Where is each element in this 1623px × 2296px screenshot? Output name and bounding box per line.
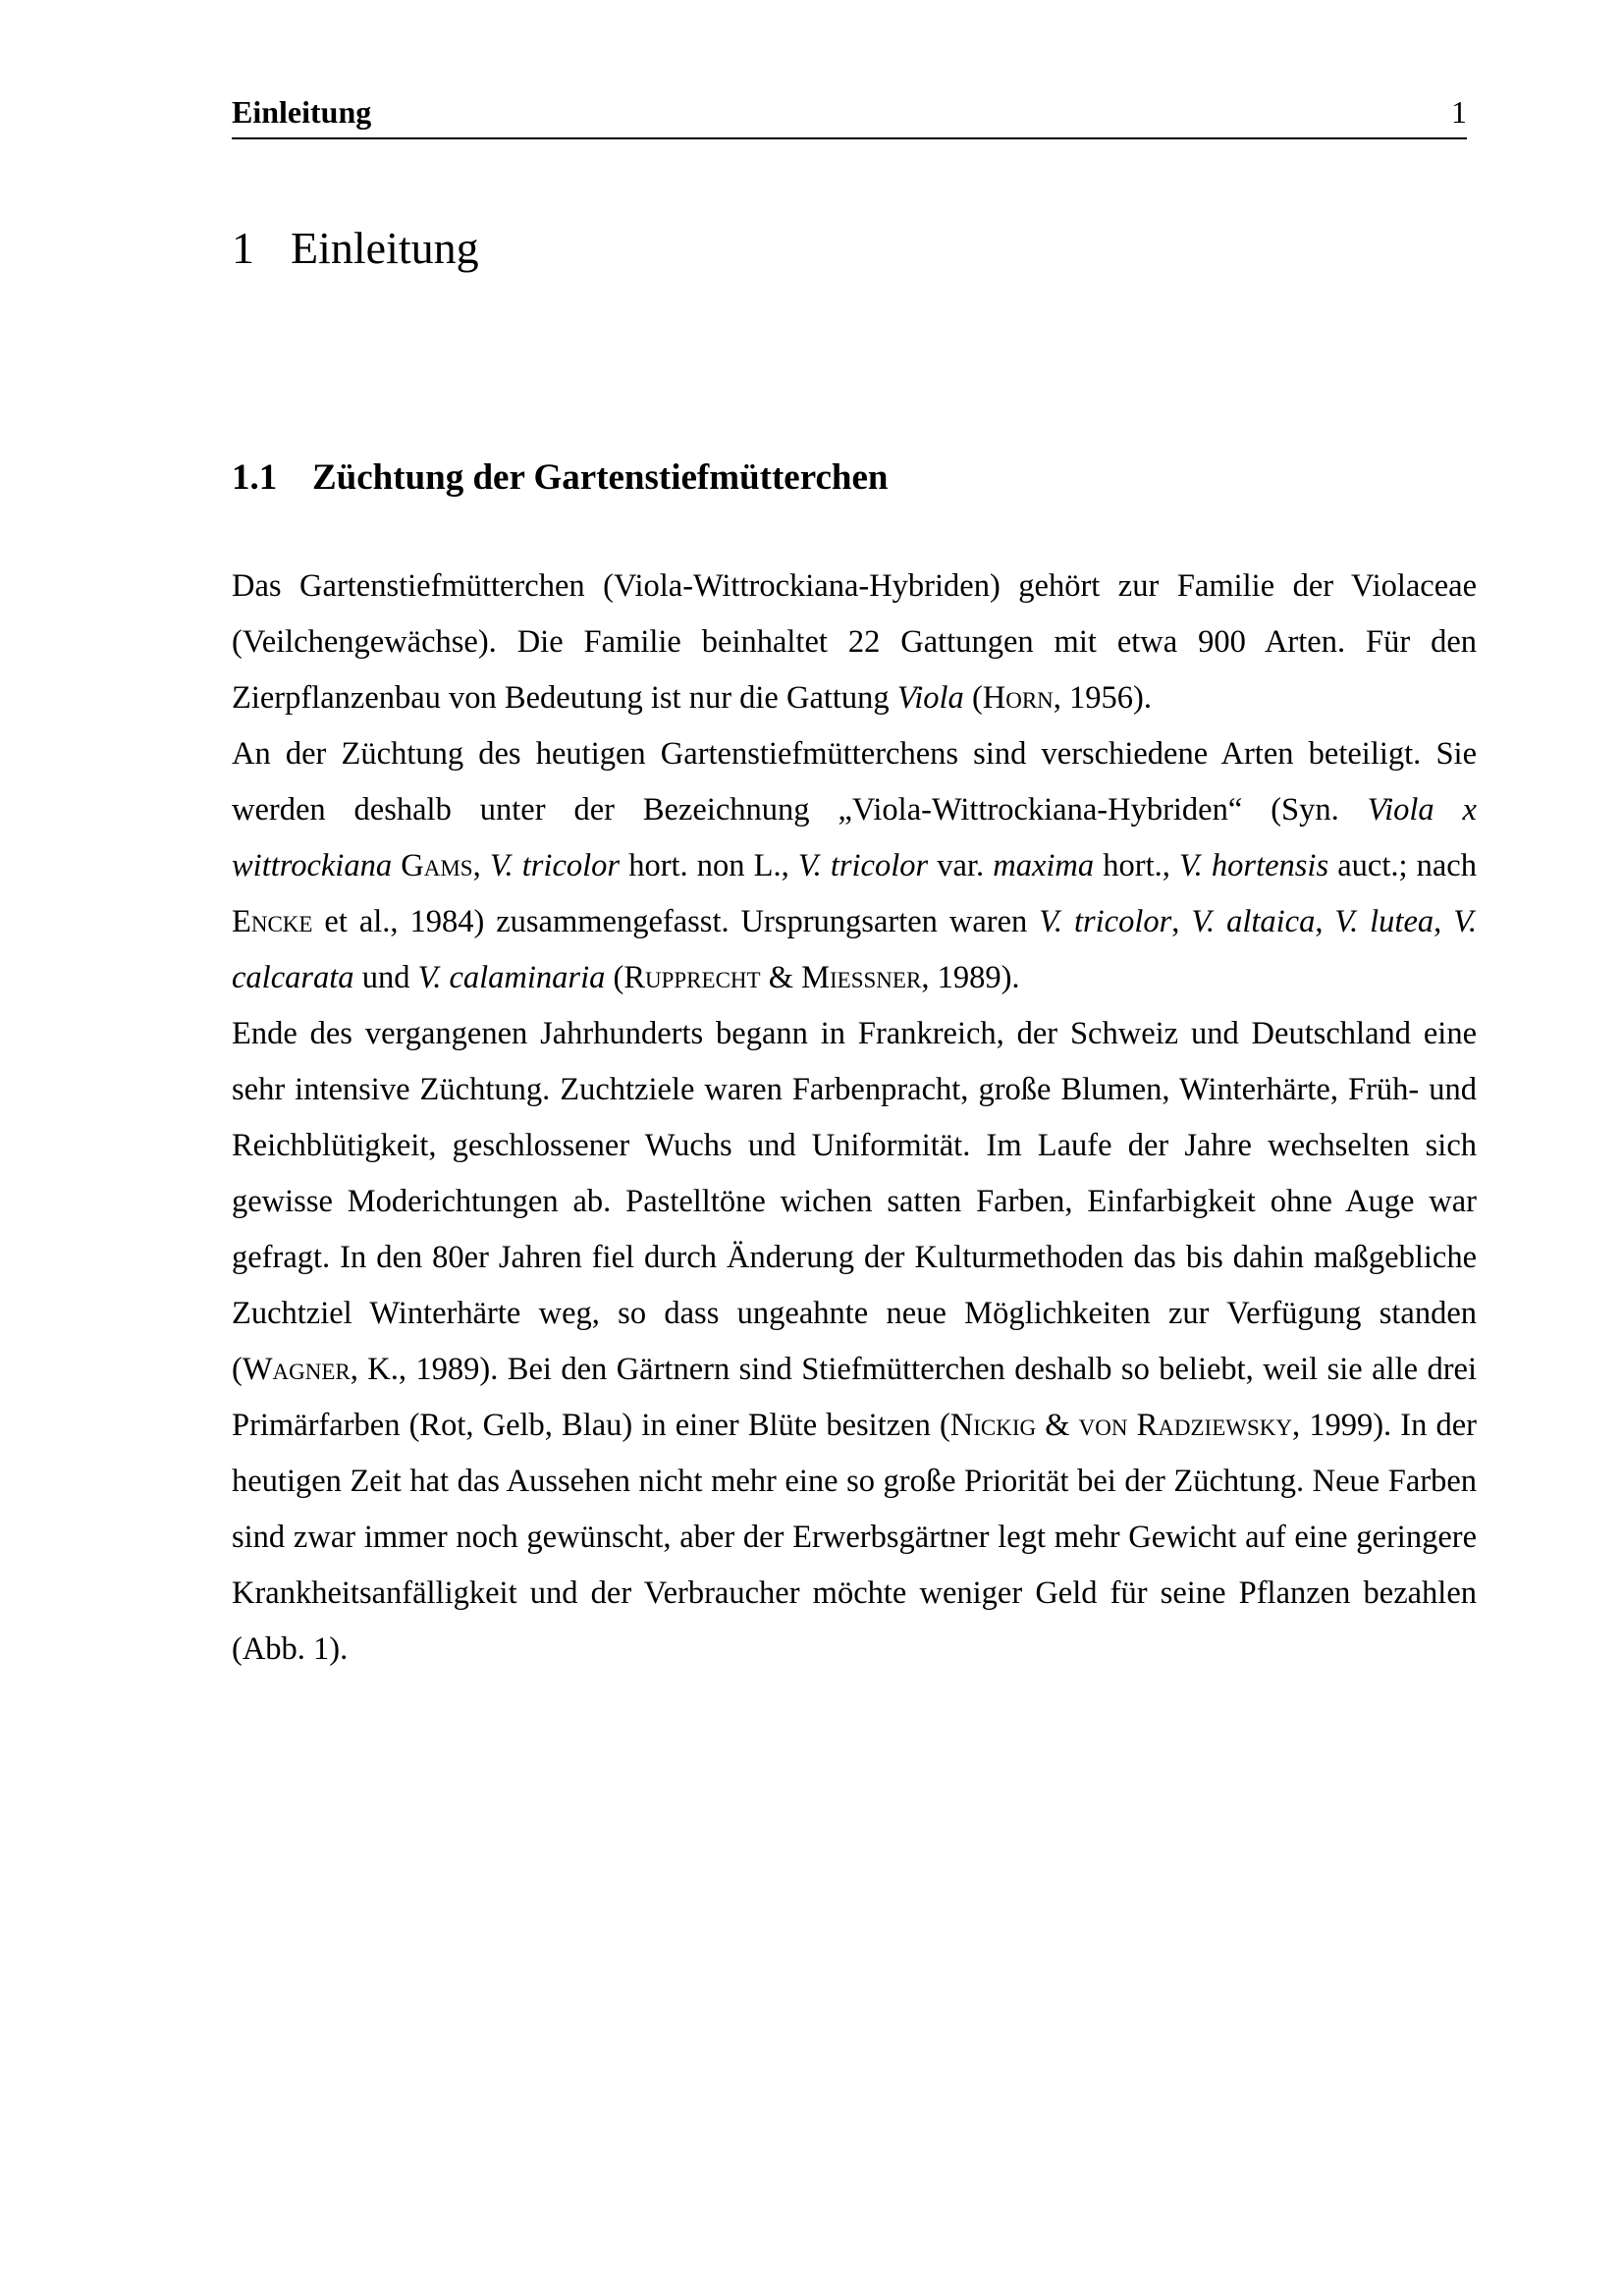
running-header-title: Einleitung [232,94,372,130]
taxon-viola: Viola [896,680,964,716]
citation-author: Nickig & von Radziewsky [949,1408,1292,1443]
section-heading [232,456,888,499]
citation-author: Gams [401,848,473,883]
citation-author: Wagner [242,1352,351,1387]
chapter-number: 1 [232,223,254,273]
taxon-name: V. tricolor [797,848,929,883]
citation-author: Horn [982,680,1054,716]
taxon-name: V. altaica [1191,904,1316,939]
taxon-name: V. hortensis [1179,848,1329,883]
citation-author: Rupprecht [623,960,761,995]
paragraph-2: An der Züchtung des heutigen Gartenstiefmütterchens sind verschiedene Arten beteiligt. Sie werden deshalb unter der Bezeichnung „Viola-Wittrockiana-Hybriden“ (Syn. Viola x wittrockiana Gams, V. tricolor hort. non L., V. tricolor var. maxima hort., V. hortensis auct.; nach Encke et al., 1984) zusammengefasst. Ursprungsarten waren V. tricolor, V. altaica, V. lutea, V. calcarata und V. calaminaria (Rupprecht & Mießner, 1989). [232,736,1478,995]
taxon-name: V. calaminaria [417,960,606,995]
citation-author: Mießner [801,960,922,995]
body-text [232,559,1477,1678]
citation-author: Encke [232,904,313,939]
taxon-name: maxima [993,848,1095,883]
taxon-name: V. lutea [1334,904,1434,939]
chapter-heading [232,222,479,274]
paragraph-1: Das Gartenstiefmütterchen (Viola-Wittrockiana-Hybriden) gehört zur Familie der Violaceae (Veilchengewächse). Die Familie beinhaltet 22 Gattungen mit etwa 900 Arten. Für den Zierpflanzenbau von Bedeutung ist nur die Gattung Viola (Horn, 1956). [232,568,1477,716]
paragraph-3: Ende des vergangenen Jahrhunderts begann in Frankreich, der Schweiz und Deutschland eine sehr intensive Züchtung. Zuchtziele waren Farbenpracht, große Blumen, Winterhärte, Früh- und Reichblütigkeit, geschlossener Wuchs und Uniformität. Im Laufe der Jahre wechselten sich gewisse Moderichtungen ab. Pastelltöne wichen satten Farben, Einfarbigkeit ohne Auge war gefragt. In den 80er Jahren fiel durch Änderung der Kulturmethoden das bis dahin maßgebliche Zuchtziel Winterhärte weg, so dass ungeahnte neue Möglichkeiten zur Verfügung standen (Wagner, K., 1989). Bei den Gärtnern sind Stiefmütterchen deshalb so beliebt, weil sie alle drei Primärfarben (Rot, Gelb, Blau) in einer Blüte besitzen (Nickig & von Radziewsky, 1999). In der heutigen Zeit hat das Aussehen nicht mehr eine so große Priorität bei der Züchtung. Neue Farben sind zwar immer noch gewünscht, aber der Erwerbsgärtner legt mehr Gewicht auf eine geringere Krankheitsanfälligkeit und der Verbraucher möchte weniger Geld für seine Pflanzen bezahlen (Abb. 1). [232,1016,1477,1667]
taxon-name: Viola x wittrockiana [232,792,1477,883]
section-title: Züchtung der Gartenstiefmütterchen [312,457,889,498]
taxon-name: V. calcarata [232,904,1478,995]
taxon-name: V. tricolor [1039,904,1172,939]
running-header [232,94,1467,139]
taxon-name: V. tricolor [489,848,621,883]
chapter-title: Einleitung [291,223,479,273]
section-number: 1.1 [232,457,278,498]
page-number: 1 [1451,94,1467,130]
